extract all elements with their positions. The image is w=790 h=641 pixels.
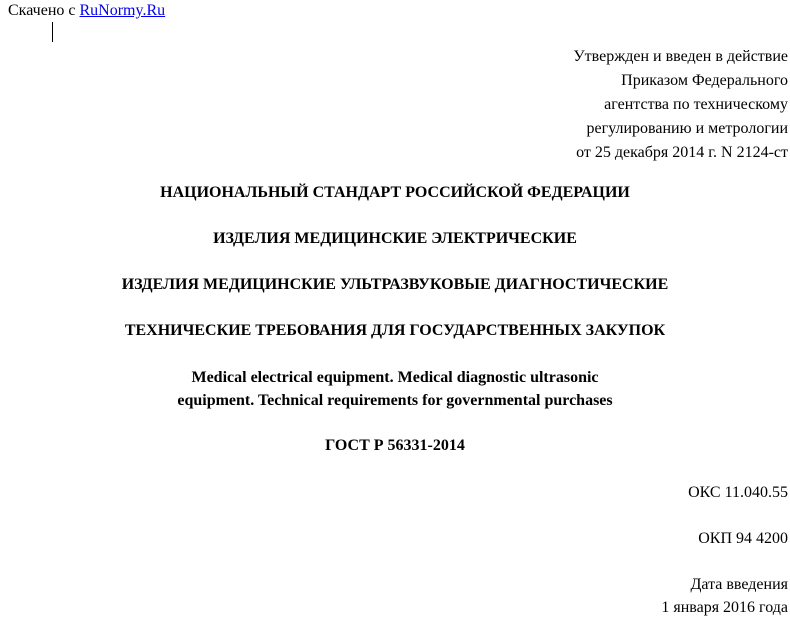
approval-block (573, 45, 788, 165)
approval-line-2: Приказом Федерального (621, 72, 788, 89)
approval-line-5: от 25 декабря 2014 г. N 2124-ст (576, 144, 788, 161)
electrical-devices-title: ИЗДЕЛИЯ МЕДИЦИНСКИЕ ЭЛЕКТРИЧЕСКИЕ (213, 230, 577, 247)
english-title-line-1: Medical electrical equipment. Medical diagnostic ultrasonic (191, 369, 599, 386)
technical-requirements-title: ТЕХНИЧЕСКИЕ ТРЕБОВАНИЯ ДЛЯ ГОСУДАРСТВЕННЫХ ЗАКУПОК (124, 322, 666, 339)
introduction-date: 1 января 2016 года (661, 599, 788, 616)
approval-line-4: регулированию и метрологии (586, 120, 788, 137)
download-prefix: Скачено с (8, 2, 80, 19)
text-cursor (52, 22, 53, 42)
national-standard-title: НАЦИОНАЛЬНЫЙ СТАНДАРТ РОССИЙСКОЙ ФЕДЕРАЦИИ (160, 184, 630, 201)
approval-line-3: агентства по техническому (604, 96, 788, 113)
english-title-line-2: equipment. Technical requirements for governmental purchases (177, 392, 613, 409)
ultrasound-devices-title: ИЗДЕЛИЯ МЕДИЦИНСКИЕ УЛЬТРАЗВУКОВЫЕ ДИАГНОСТИЧЕСКИЕ (121, 276, 669, 293)
runormy-link[interactable]: RuNormy.Ru (79, 2, 166, 19)
oks-code: ОКС 11.040.55 (688, 484, 788, 501)
approval-line-1: Утвержден и введен в действие (573, 48, 788, 65)
introduction-label: Дата введения (690, 576, 788, 593)
okp-code: ОКП 94 4200 (698, 530, 788, 547)
download-source-line (8, 1, 165, 21)
gost-number: ГОСТ Р 56331-2014 (325, 437, 465, 454)
